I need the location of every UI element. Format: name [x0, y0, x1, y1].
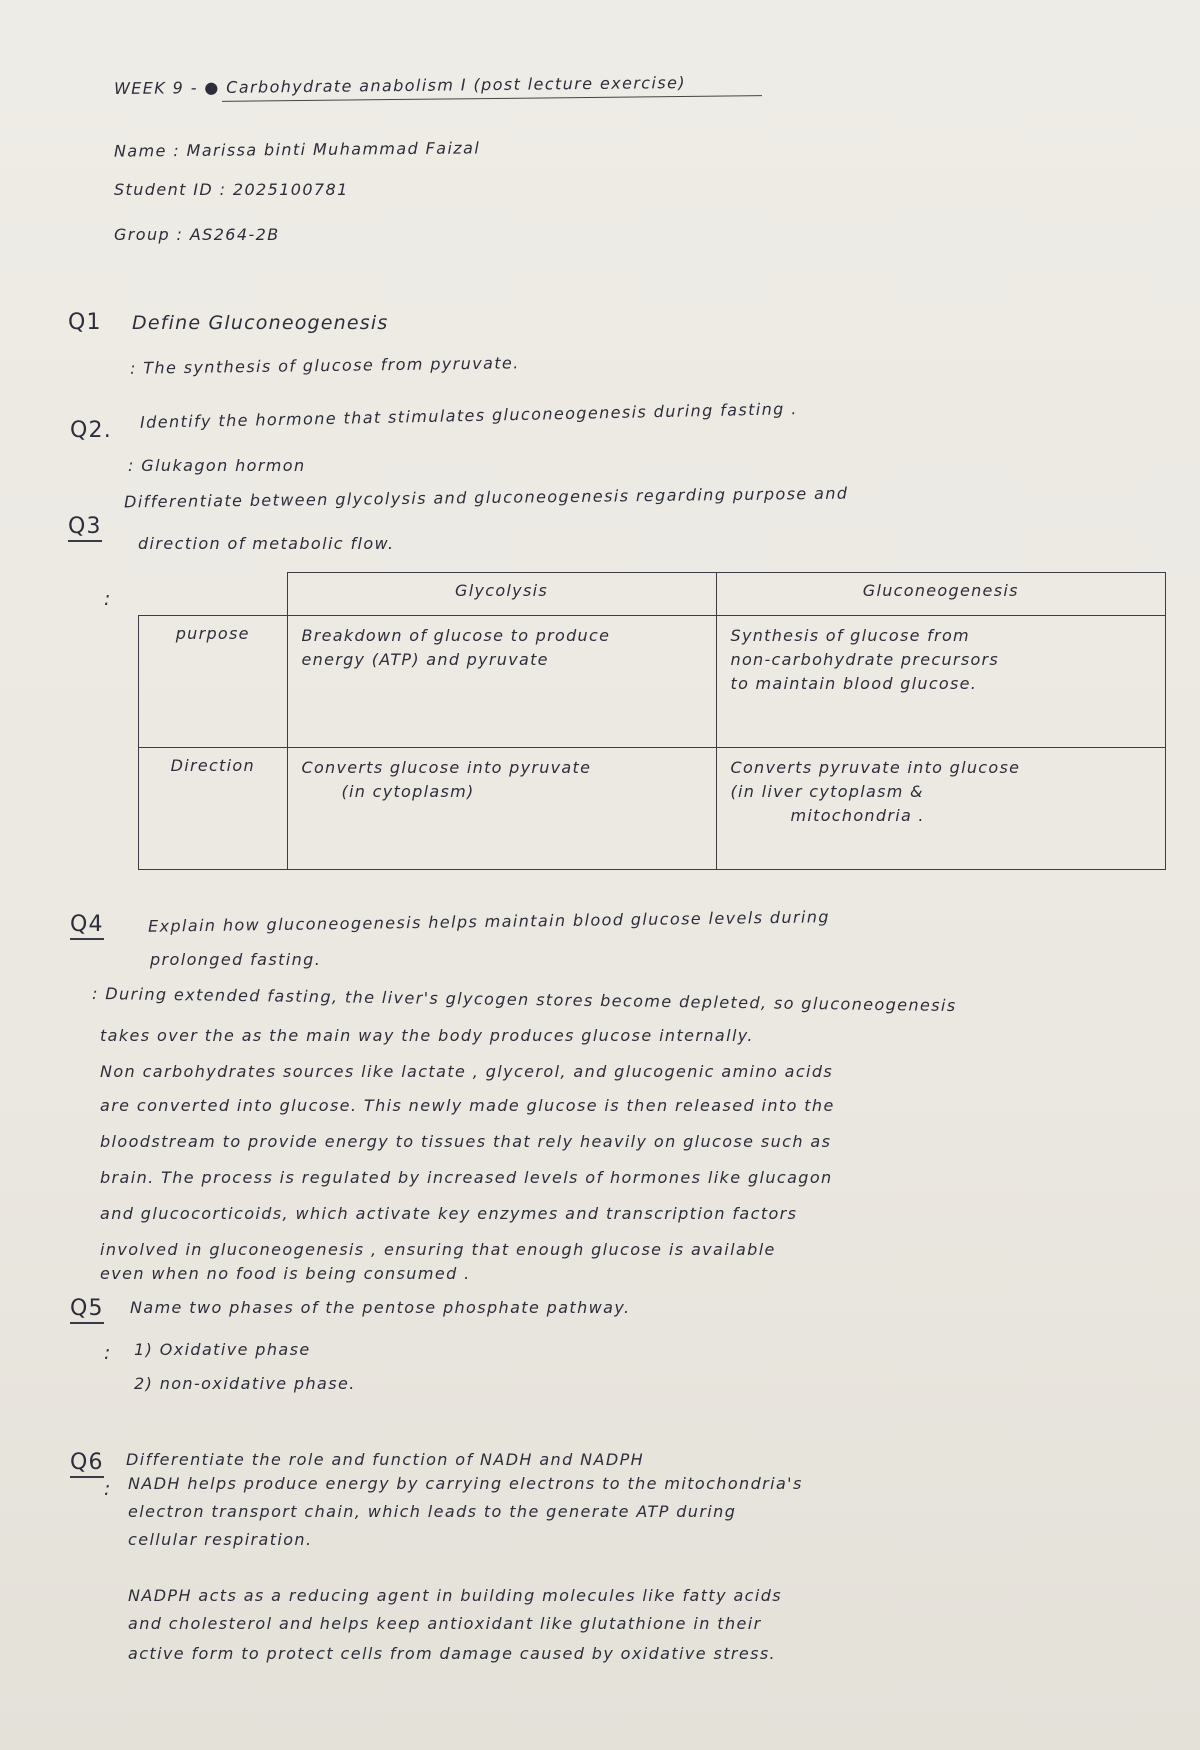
q6-label: Q6 — [70, 1450, 104, 1478]
q5-answer-1: 1) Oxidative phase — [134, 1340, 311, 1359]
q6-para2-line: and cholesterol and helps keep antioxidant like glutathione in their — [128, 1614, 762, 1633]
student-name: Name : Marissa binti Muhammad Faizal — [113, 138, 481, 161]
cell-line: mitochondria . — [790, 806, 925, 825]
cell-line: energy (ATP) and pyruvate — [301, 650, 549, 669]
q1-question: Define Gluconeogenesis — [132, 312, 389, 334]
q3-label: Q3 — [68, 514, 102, 542]
q6-colon: : — [104, 1478, 112, 1500]
q4-answer-line: are converted into glucose. This newly made glucose is then released into the — [100, 1096, 835, 1115]
q4-answer-line: Non carbohydrates sources like lactate , glycerol, and glucogenic amino acids — [100, 1062, 834, 1081]
table-corner — [139, 573, 288, 616]
q4-answer-line: brain. The process is regulated by increased levels of hormones like glucagon — [100, 1168, 833, 1187]
cell-direction-glycolysis — [287, 748, 716, 870]
q4-answer-line: bloodstream to provide energy to tissues that rely heavily on glucose such as — [100, 1132, 832, 1151]
q4-answer-line: : During extended fasting, the liver's glycogen stores become depleted, so gluconeogenesis — [91, 983, 957, 1016]
title-underline — [222, 95, 762, 102]
table-header-row — [139, 573, 1166, 616]
q3-colon: : — [104, 588, 112, 610]
q6-para2-line: active form to protect cells from damage caused by oxidative stress. — [128, 1644, 777, 1663]
q6-para1-line: cellular respiration. — [128, 1530, 313, 1549]
table-row-purpose — [139, 616, 1166, 748]
comparison-table — [138, 572, 1166, 870]
q4-answer-line: involved in gluconeogenesis , ensuring that enough glucose is available — [100, 1240, 776, 1259]
q3-question-line1: Differentiate between glycolysis and gluconeogenesis regarding purpose and — [123, 483, 849, 512]
q2-answer: : Glukagon hormon — [128, 456, 306, 475]
cell-line: (in liver cytoplasm & — [730, 782, 924, 801]
cell-line: to maintain blood glucose. — [730, 674, 978, 693]
q6-para1-line: NADH helps produce energy by carrying electrons to the mitochondria's — [128, 1474, 803, 1493]
q4-answer-line: and glucocorticoids, which activate key enzymes and transcription factors — [100, 1204, 798, 1223]
q6-para1-line: electron transport chain, which leads to the generate ATP during — [128, 1502, 737, 1521]
cell-purpose-glycolysis — [287, 616, 716, 748]
q1-label: Q1 — [68, 310, 102, 335]
cell-line: (in cytoplasm) — [341, 782, 475, 801]
q2-label: Q2. — [70, 418, 112, 443]
week-title: WEEK 9 - ● Carbohydrate anabolism I (post lecture exercise) — [113, 73, 687, 98]
table-row-direction — [139, 748, 1166, 870]
row-label-direction: Direction — [139, 748, 288, 870]
cell-purpose-gluconeogenesis — [716, 616, 1166, 748]
cell-line: Converts glucose into pyruvate — [301, 758, 592, 777]
cell-line: Converts pyruvate into glucose — [730, 758, 1021, 777]
q5-question: Name two phases of the pentose phosphate pathway. — [130, 1298, 631, 1317]
q4-label: Q4 — [70, 912, 104, 940]
q4-question-line1: Explain how gluconeogenesis helps maintain blood glucose levels during — [147, 907, 830, 936]
cell-line: non-carbohydrate precursors — [730, 650, 1000, 669]
q3-question-line2: direction of metabolic flow. — [138, 534, 395, 553]
q4-answer-line: takes over the as the main way the body produces glucose internally. — [100, 1026, 754, 1045]
q5-answer-2: 2) non-oxidative phase. — [134, 1374, 356, 1393]
q2-question: Identify the hormone that stimulates gluconeogenesis during fasting . — [139, 399, 798, 432]
q4-answer-line: even when no food is being consumed . — [100, 1264, 471, 1283]
q6-para2-line: NADPH acts as a reducing agent in building molecules like fatty acids — [128, 1586, 782, 1605]
student-group: Group : AS264-2B — [114, 225, 280, 244]
student-id: Student ID : 2025100781 — [114, 180, 349, 199]
header-glycolysis: Glycolysis — [287, 573, 716, 616]
q4-question-line2: prolonged fasting. — [150, 950, 322, 969]
row-label-purpose: purpose — [139, 616, 288, 748]
cell-line: Breakdown of glucose to produce — [301, 626, 611, 645]
q6-question: Differentiate the role and function of NADH and NADPH — [126, 1450, 645, 1469]
header-gluconeogenesis: Gluconeogenesis — [716, 573, 1166, 616]
cell-line: Synthesis of glucose from — [730, 626, 970, 645]
q5-label: Q5 — [70, 1296, 104, 1324]
q5-colon: : — [104, 1342, 112, 1364]
cell-direction-gluconeogenesis — [716, 748, 1166, 870]
q1-answer: : The synthesis of glucose from pyruvate. — [129, 353, 520, 378]
